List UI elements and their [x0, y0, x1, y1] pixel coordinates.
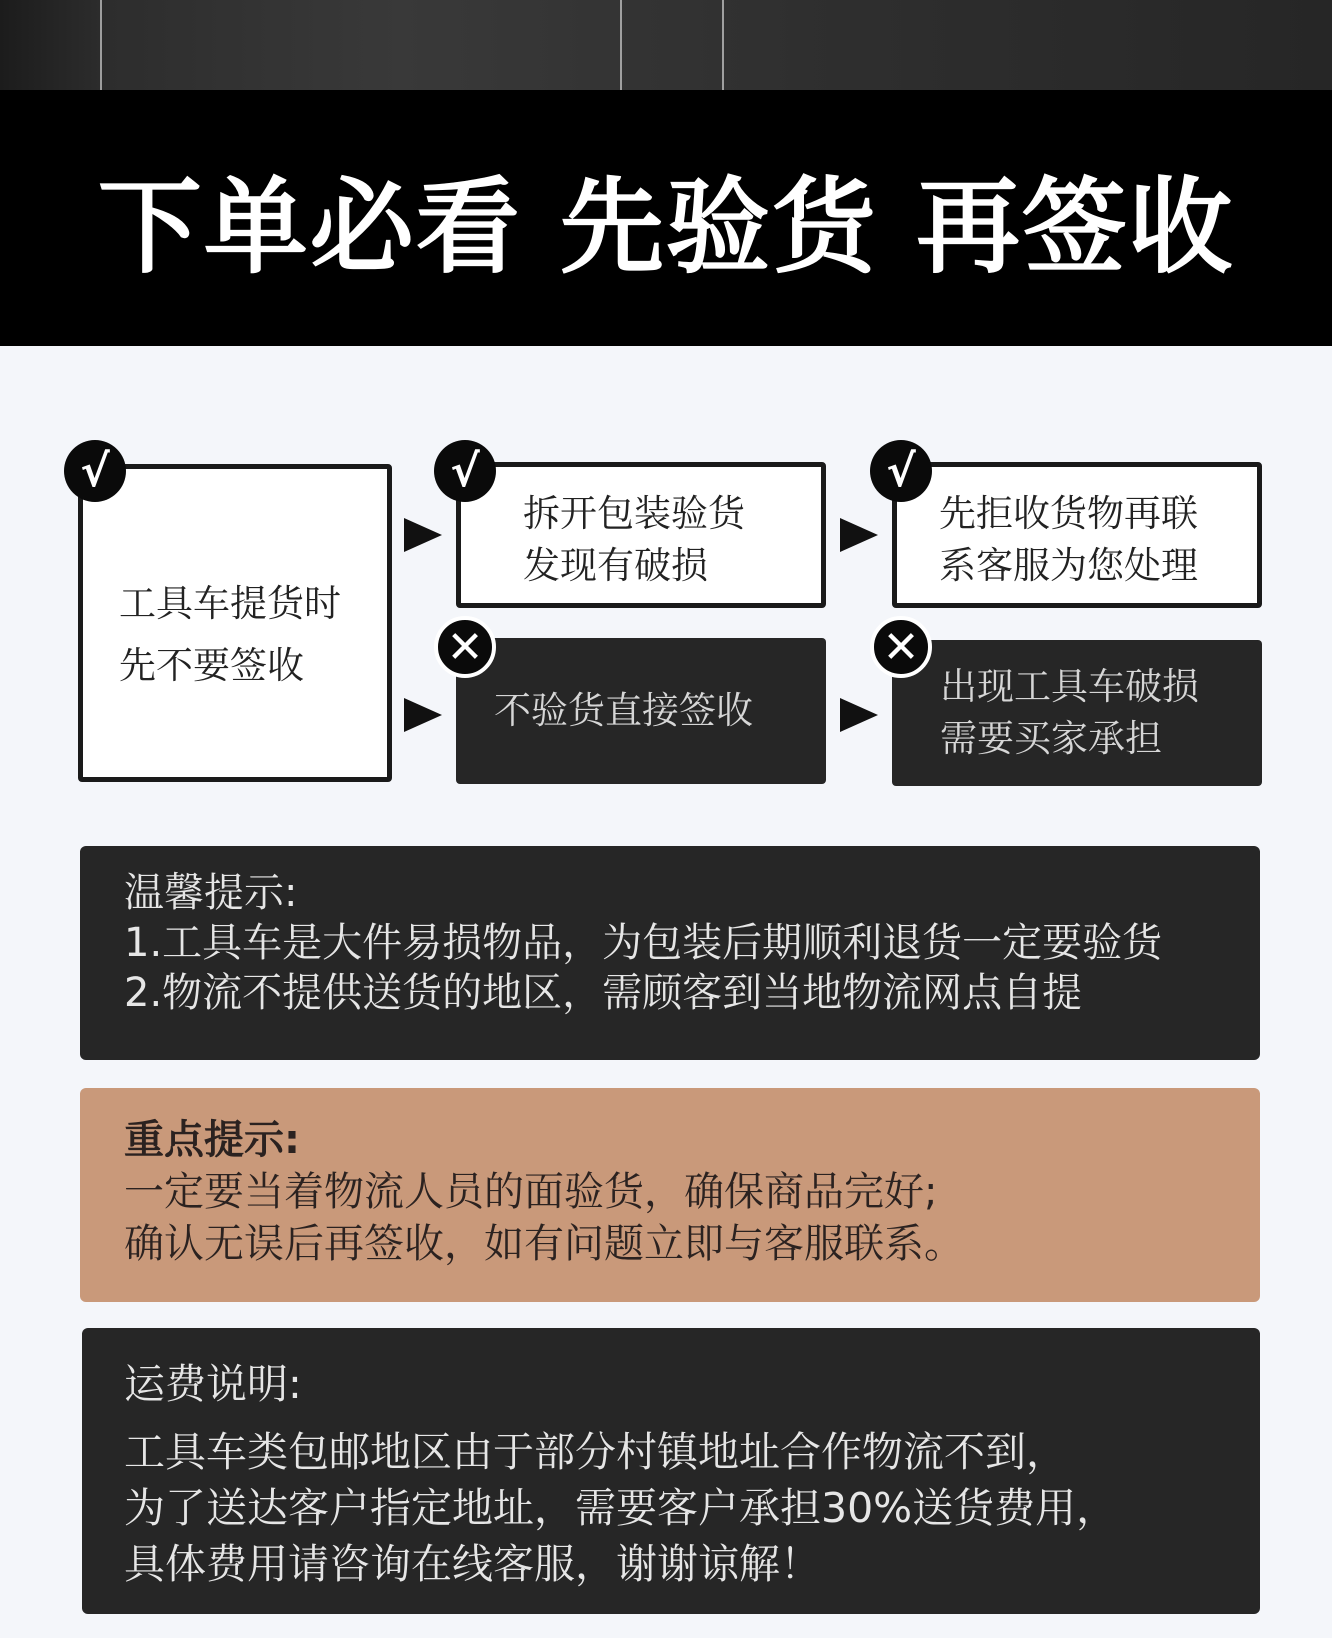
- warm-tips-heading: 温馨提示:: [124, 870, 298, 916]
- check-icon: √: [870, 440, 932, 502]
- flow-bad-2-line2: 需要买家承担: [940, 717, 1162, 760]
- key-tips-line: 确认无误后再签收，如有问题立即与客服联系。: [124, 1221, 964, 1267]
- flow-good-step-1: [456, 462, 826, 608]
- arrow-right-icon: [840, 518, 878, 552]
- flow-bad-1-line1: 不验货直接签收: [494, 689, 753, 732]
- warm-tips-line: 1.工具车是大件易损物品，为包装后期顺利退货一定要验货: [124, 920, 1163, 966]
- top-photo-strip: [0, 0, 1332, 90]
- flow-bad-step-1: [456, 638, 826, 784]
- check-icon: √: [434, 440, 496, 502]
- shipping-line: 具体费用请咨询在线客服，谢谢谅解！: [124, 1540, 821, 1588]
- flow-bad-step-2: [892, 640, 1262, 786]
- photo-seam: [722, 0, 724, 90]
- shipping-line: 工具车类包邮地区由于部分村镇地址合作物流不到，: [124, 1428, 1067, 1476]
- check-icon: √: [64, 440, 126, 502]
- flow-good-2-line2: 系客服为您处理: [939, 544, 1198, 587]
- cross-icon: ✕: [434, 616, 496, 678]
- arrow-right-icon: [404, 698, 442, 732]
- title-banner: [0, 90, 1332, 346]
- flow-start-line1: 工具车提货时: [119, 582, 341, 625]
- key-tips-heading: 重点提示:: [124, 1117, 300, 1163]
- key-tips-panel: [80, 1088, 1260, 1302]
- flow-good-1-line2: 发现有破损: [523, 544, 708, 587]
- flow-start-box: [78, 464, 392, 782]
- flow-good-2-line1: 先拒收货物再联: [939, 492, 1198, 535]
- key-tips-line: 一定要当着物流人员的面验货，确保商品完好;: [124, 1169, 938, 1215]
- arrow-right-icon: [840, 698, 878, 732]
- flow-good-step-2: [892, 462, 1262, 608]
- banner-title: 下单必看 先验货 再签收: [97, 166, 1235, 288]
- flow-good-1-line1: 拆开包装验货: [523, 492, 745, 535]
- flow-bad-2-line1: 出现工具车破损: [940, 665, 1199, 708]
- arrow-right-icon: [404, 518, 442, 552]
- shipping-heading: 运费说明:: [124, 1360, 302, 1408]
- photo-seam: [620, 0, 622, 90]
- shipping-line: 为了送达客户指定地址，需要客户承担30%送货费用，: [124, 1484, 1118, 1532]
- photo-seam: [100, 0, 102, 90]
- flow-start-line2: 先不要签收: [119, 644, 304, 687]
- shipping-info-panel: [82, 1328, 1260, 1614]
- warm-tips-line: 2.物流不提供送货的地区，需顾客到当地物流网点自提: [124, 970, 1083, 1016]
- warm-tips-panel: [80, 846, 1260, 1060]
- cross-icon: ✕: [870, 616, 932, 678]
